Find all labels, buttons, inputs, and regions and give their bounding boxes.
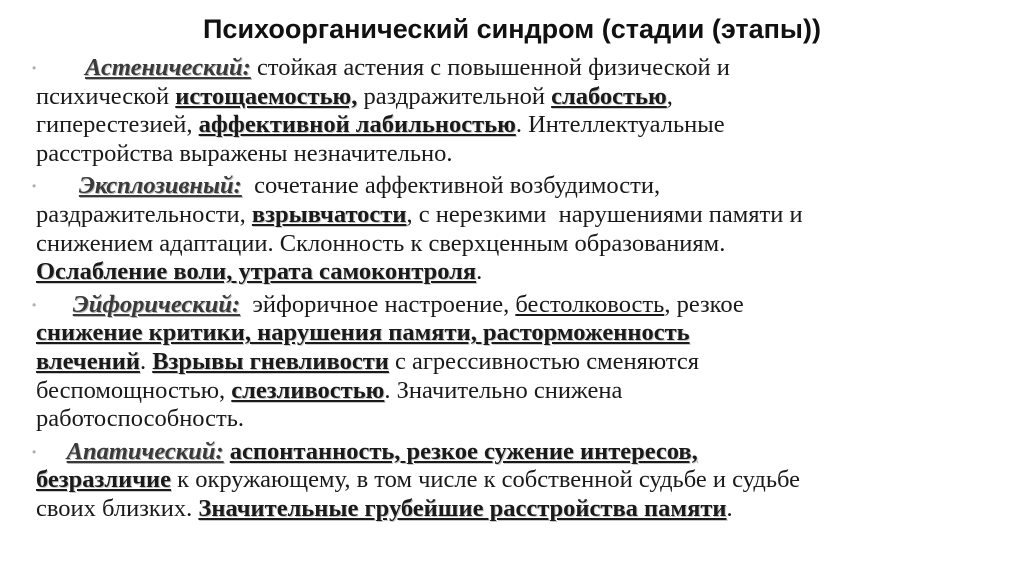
text-segment: сочетание аффективной возбудимости, — [241, 172, 661, 200]
text-line — [36, 291, 996, 320]
stage-item-asthenic — [32, 54, 996, 168]
text-segment: к окружающему, в том числе к собственной судьбе и судьбе — [171, 466, 801, 494]
text-segment: , с нерезкими нарушениями памяти и — [406, 200, 803, 228]
stage-name: Астенический — [85, 54, 243, 81]
text-segment: взрывчатости — [251, 200, 407, 228]
text-line — [36, 83, 996, 112]
text-segment: беспомощностью, — [36, 376, 232, 404]
text-segment: аспонтанность, резкое сужение интересов, — [229, 437, 698, 465]
bullet-icon: • — [32, 297, 37, 312]
text-line — [36, 111, 996, 140]
text-line — [36, 172, 996, 201]
text-segment: эйфоричное настроение, — [240, 290, 516, 318]
text-line — [36, 438, 996, 467]
text-line — [36, 201, 996, 230]
text-line — [36, 377, 996, 406]
text-segment: стойкая астения с повышенной физической и — [250, 54, 730, 81]
text-segment: безразличие — [36, 466, 172, 494]
text-segment: работоспособность. — [36, 405, 245, 433]
text-segment: . — [139, 347, 153, 375]
text-line — [36, 466, 996, 495]
text-line — [36, 230, 996, 259]
text-segment: , резкое — [664, 290, 744, 318]
slide-title: Психоорганический синдром (стадии (этапы)) — [203, 14, 821, 44]
text-segment: Взрывы гневливости — [152, 347, 389, 375]
text-segment — [36, 172, 79, 199]
text-segment: влечений — [36, 347, 140, 375]
text-segment: истощаемостью, — [175, 82, 358, 110]
text-segment — [36, 54, 85, 81]
text-segment: своих близких. — [36, 494, 199, 522]
text-segment: слабостью — [551, 82, 667, 110]
text-segment: гиперестезией, — [36, 111, 199, 139]
stage-item-apathetic — [32, 437, 996, 524]
text-line — [36, 54, 996, 83]
stage-name: Апатический: — [66, 437, 224, 465]
stage-name: Эйфорический: — [72, 290, 241, 318]
text-segment: Ослабление воли, утрата самоконтроля — [36, 258, 477, 286]
text-segment: раздражительности, — [36, 200, 252, 228]
text-segment: расстройства выражены незначительно. — [36, 139, 453, 167]
text-line — [36, 495, 996, 524]
bullet-icon: • — [32, 61, 37, 75]
text-segment: . — [476, 258, 483, 286]
text-segment: раздражительной — [357, 82, 552, 110]
text-segment — [36, 438, 67, 465]
text-segment: бестолковость — [515, 290, 665, 318]
bullet-icon: • — [32, 179, 37, 194]
text-segment: психической — [36, 82, 176, 110]
text-segment — [36, 291, 73, 318]
stage-name: Эксплозивный: — [78, 172, 242, 200]
text-segment: снижение критики, нарушения памяти, расторможенность — [36, 319, 690, 347]
text-line — [36, 258, 996, 287]
stage-item-euphoric — [32, 290, 996, 434]
text-segment: , — [666, 82, 673, 110]
stage-item-explosive — [32, 172, 996, 286]
bullet-icon: • — [32, 444, 37, 459]
text-segment: Значительные грубейшие расстройства памяти — [198, 494, 727, 522]
text-segment: . Интеллектуальные — [515, 111, 725, 139]
text-segment: снижением адаптации. Склонность к сверхценным образованиям. — [36, 229, 726, 257]
text-line — [36, 348, 996, 377]
text-line — [36, 319, 996, 348]
text-line — [36, 140, 996, 169]
text-segment: . — [726, 494, 733, 522]
text-segment: аффективной лабильностью — [198, 111, 516, 139]
text-segment: с агрессивностью сменяются — [388, 347, 700, 375]
text-line — [36, 405, 996, 434]
stage-name: : — [242, 54, 251, 81]
stage-list — [32, 54, 996, 528]
text-segment: . Значительно снижена — [384, 376, 623, 404]
text-segment: слезливостью — [231, 376, 385, 404]
